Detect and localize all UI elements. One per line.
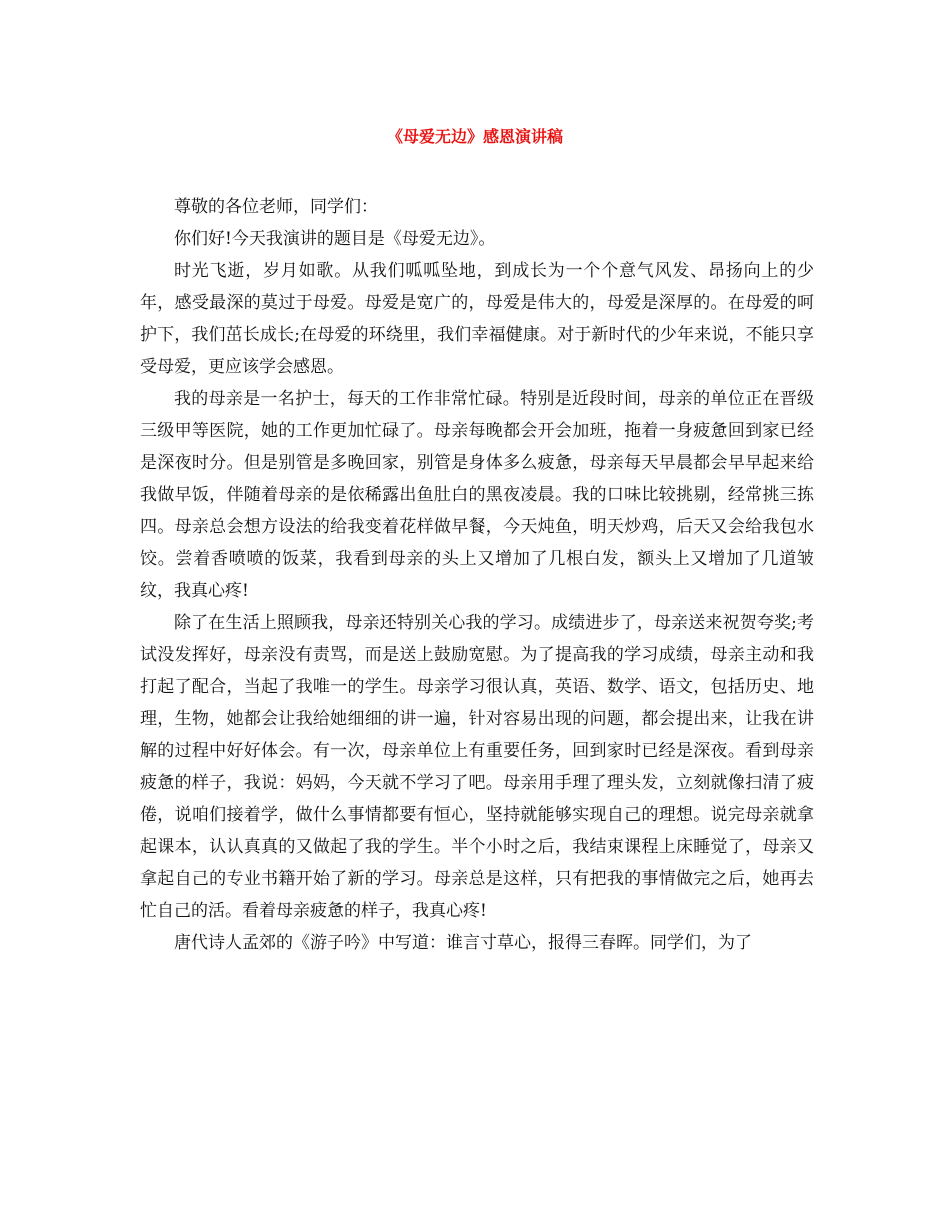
paragraph-3: 除了在生活上照顾我，母亲还特别关心我的学习。成绩进步了，母亲送来祝贺夸奖;考试没发挥好，母亲没有责骂，而是送上鼓励宽慰。为了提高我的学习成绩，母亲主动和我打起了配合，当起了我唯一的学生。母亲学习很认真，英语、数学、语文，包括历史、地理，生物，她都会让我给她细细的讲一遍，针对容易出现的问题，都会提出来，让我在讲解的过程中好好体会。有一次，母亲单位上有重要任务，回到家时已经是深夜。看到母亲疲惫的样子，我说：妈妈，今天就不学习了吧。母亲用手理了理头发，立刻就像扫清了疲倦，说咱们接着学，做什么事情都要有恒心，坚持就能够实现自己的理想。说完母亲就拿起课本，认认真真的又做起了我的学生。半个小时之后，我结束课程上床睡觉了，母亲又拿起自己的专业书籍开始了新的学习。母亲总是这样，只有把我的事情做完之后，她再去忙自己的活。看着母亲疲惫的样子，我真心疼! <box>140 613 814 921</box>
document-title: 《母爱无边》感恩演讲稿 <box>386 127 563 146</box>
document-body <box>140 191 814 959</box>
paragraph-greeting: 尊敬的各位老师，同学们： <box>174 197 378 217</box>
paragraph-intro: 你们好!今天我演讲的题目是《母爱无边》。 <box>174 229 496 249</box>
paragraph-2: 我的母亲是一名护士，每天的工作非常忙碌。特别是近段时间，母亲的单位正在晋级三级甲等医院，她的工作更加忙碌了。母亲每晚都会开会加班，拖着一身疲惫回到家已经是深夜时分。但是别管是多晚回家，别管是身体多么疲惫，母亲每天早晨都会早早起来给我做早饭，伴随着母亲的是依稀露出鱼肚白的黑夜凌晨。我的口味比较挑剔，经常挑三拣四。母亲总会想方设法的给我变着花样做早餐，今天炖鱼，明天炒鸡，后天又会给我包水饺。尝着香喷喷的饭菜，我看到母亲的头上又增加了几根白发，额头上又增加了几道皱纹，我真心疼! <box>140 389 814 601</box>
paragraph-1: 时光飞逝，岁月如歌。从我们呱呱坠地，到成长为一个个意气风发、昂扬向上的少年，感受最深的莫过于母爱。母爱是宽广的，母爱是伟大的，母爱是深厚的。在母爱的呵护下，我们茁长成长;在母爱的环绕里，我们幸福健康。对于新时代的少年来说，不能只享受母爱，更应该学会感恩。 <box>140 261 814 377</box>
paragraph-4: 唐代诗人孟郊的《游子吟》中写道：谁言寸草心，报得三春晖。同学们，为了 <box>174 933 752 953</box>
